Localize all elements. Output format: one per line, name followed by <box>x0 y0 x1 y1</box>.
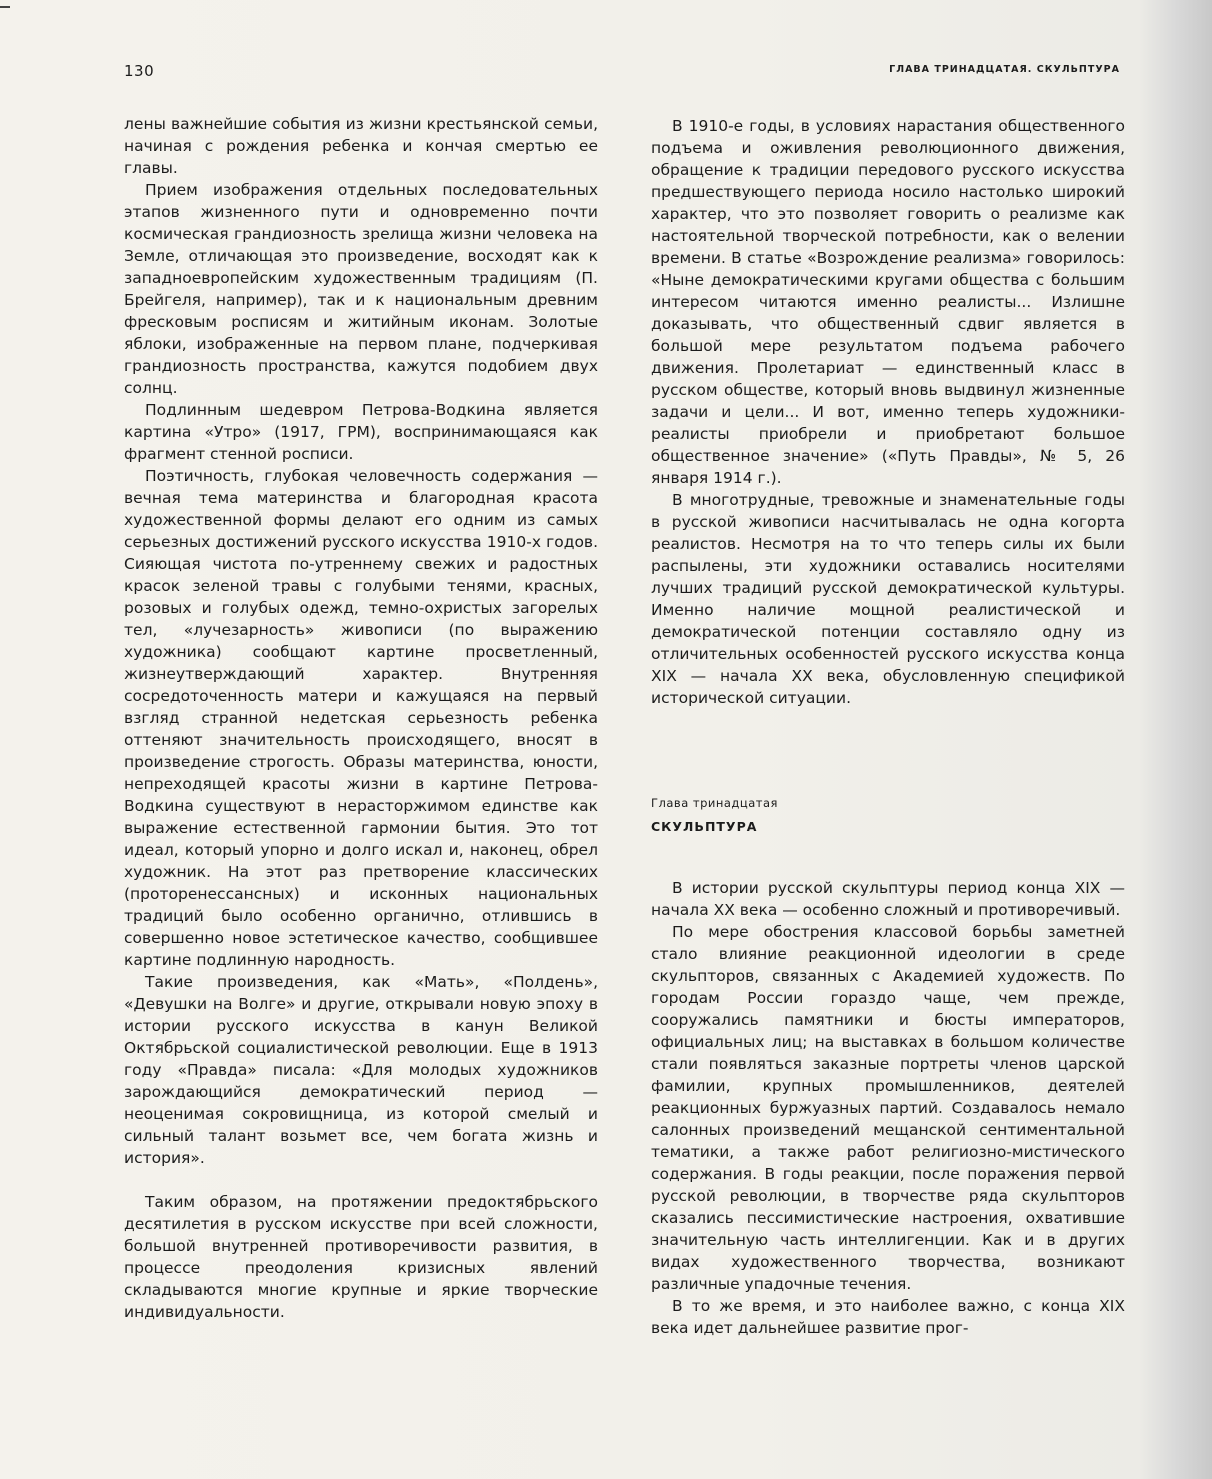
paragraph: В 1910-е годы, в условиях нарастания общественного подъема и оживления революционного движения, обращение к традиции передового русского искусства предшествующего периода носило настолько широкий характер, что это позволяет говорить о реализме как настоятельной творческой потребности, как о велении времени. В статье «Возрождение реализма» говорилось: «Ныне демократическими кругами общества с большим интересом читаются именно реалисты... Излишне доказывать, что общественный сдвиг является в большой мере результатом подъема рабочего движения. Пролетариат — единственный класс в русском обществе, который вновь выдвинул жизненные задачи и цели... И вот, именно теперь художники-реалисты приобрели и приобретают большое общественное значение» («Путь Правды», № 5, 26 января 1914 г.). <box>651 117 1125 487</box>
paragraph: лены важнейшие события из жизни крестьянской семьи, начиная с рождения ребенка и кончая смертью ее главы. <box>124 115 598 177</box>
right-column <box>651 115 1125 1339</box>
chapter-title: СКУЛЬПТУРА <box>651 819 758 834</box>
paragraph: Подлинным шедевром Петрова-Водкина является картина «Утро» (1917, ГРМ), воспринимающаяся как фрагмент стенной росписи. <box>124 401 598 463</box>
paragraph: Таким образом, на протяжении предоктябрьского десятилетия в русском искусстве при всей сложности, большой внутренней противоречивости развития, в процессе преодоления кризисных явлений складываются многие крупные и яркие творческие индивидуальности. <box>124 1193 598 1321</box>
paragraph: В истории русской скульптуры период конца XIX — начала XX века — особенно сложный и противоречивый. <box>651 879 1125 919</box>
chapter-label: Глава тринадцатая <box>651 796 778 810</box>
paragraph: Поэтичность, глубокая человечность содержания — вечная тема материнства и благородная красота художественной формы делают его одним из самых серьезных достижений русского искусства 1910-х годов. Сияющая чистота по-утреннему свежих и радостных красок зеленой травы с голубыми тенями, красных, розовых и голубых одежд, темно-охристых загорелых тел, «лучезарность» живописи (по выражению художника) сообщают картине просветленный, жизнеутверждающий характер. Внутренняя сосредоточенность матери и кажущаяся на первый взгляд странной недетская серьезность ребенка оттеняют значительность происходящего, вносят в произведение строгость. Образы материнства, юности, непреходящей красоты жизни в картине Петрова-Водкина существуют в нерасторжимом единстве как выражение естественной гармонии бытия. Это тот идеал, который упорно и долго искал и, наконец, обрел художник. На этот раз претворение классических (проторенессансных) и исконных национальных традиций было особенно органично, отлившись в совершенно новое эстетическое качество, сообщившее картине подлинную народность. <box>124 467 598 969</box>
paragraph: Прием изображения отдельных последовательных этапов жизненного пути и одновременно почти космическая грандиозность зрелища жизни человека на Земле, отличающая это произведение, восходят как к западноевропейским художественным традициям (П. Брейгеля, например), так и к национальным древним фресковым росписям и житийным иконам. Золотые яблоки, изображенные на первом плане, подчеркивая грандиозность пространства, кажутся подобием двух солнц. <box>124 181 598 397</box>
running-head: ГЛАВА ТРИНАДЦАТАЯ. СКУЛЬПТУРА <box>889 64 1120 75</box>
paragraph: Такие произведения, как «Мать», «Полдень», «Девушки на Волге» и другие, открывали новую эпоху в истории русского искусства в канун Великой Октябрьской социалистической революции. Еще в 1913 году «Правда» писала: «Для молодых художников зарождающийся демократический период — неоценимая сокровищница, из которой смелый и сильный талант возьмет все, чем богата жизнь и история». <box>124 973 598 1167</box>
left-column <box>124 113 598 1323</box>
paragraph: По мере обострения классовой борьбы заметней стало влияние реакционной идеологии в среде скульпторов, связанных с Академией художеств. По городам России гораздо чаще, чем прежде, сооружались памятники и бюсты императоров, официальных лиц; на выставках в большом количестве стали появляться заказные портреты членов царской фамилии, крупных промышленников, деятелей реакционных буржуазных партий. Создавалось немало салонных произведений мещанской сентиментальной тематики, а также работ религиозно-мистического содержания. В годы реакции, после поражения первой русской революции, в творчестве ряда скульпторов сказались пессимистические настроения, охватившие значительную часть интеллигенции. Как и в других видах художественного творчества, возникают различные упадочные течения. <box>651 923 1125 1293</box>
page-number: 130 <box>124 62 155 80</box>
paragraph: В то же время, и это наиболее важно, с конца XIX века идет дальнейшее развитие прог- <box>651 1297 1125 1337</box>
paragraph: В многотрудные, тревожные и знаменательные годы в русской живописи насчитывалась не одна когорта реалистов. Несмотря на то что теперь силы их были распылены, эти художники оставались носителями лучших традиций русской демократической культуры. Именно наличие мощной реалистической и демократической потенции составляло одну из отличительных особенностей русского искусства конца XIX — начала XX века, обусловленную спецификой исторической ситуации. <box>651 491 1125 707</box>
corner-scan-mark <box>0 6 10 8</box>
